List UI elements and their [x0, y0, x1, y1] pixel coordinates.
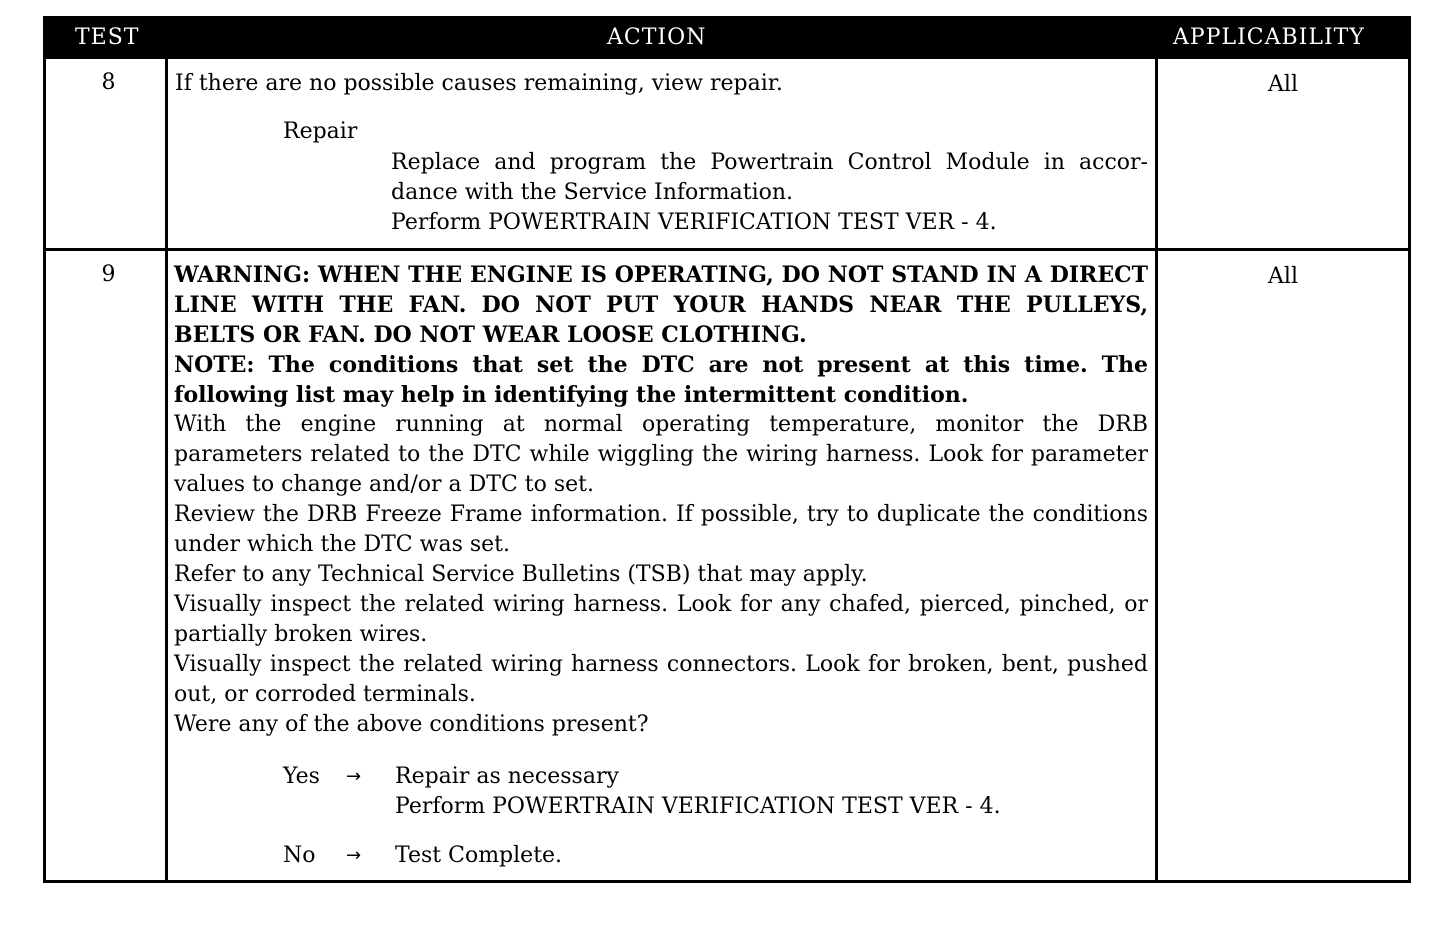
row-8-number: 8 [101, 70, 116, 95]
row-8-intro: If there are no possible causes remaining, view repair. [175, 71, 783, 96]
note-text: NOTE: The conditions that set the DTC are not present at this time. The following list may help in identifying the intermittent condition. [174, 352, 1148, 408]
diagnostic-table [43, 16, 1411, 883]
row-9-applicability: All [1268, 264, 1298, 289]
row-9-action [174, 260, 1148, 740]
table-header [46, 19, 1408, 59]
yes-arrow-icon: → [346, 766, 362, 787]
paragraph-3: Refer to any Technical Service Bulletins (TSB) that may apply. [174, 562, 868, 587]
row-8-repair-label: Repair [283, 119, 358, 144]
question-text: Were any of the above conditions present? [174, 712, 649, 737]
paragraph-4: Visually inspect the related wiring harness. Look for any chafed, pierced, pinched, or partially broken wires. [174, 592, 1148, 647]
column-divider-test [165, 59, 168, 883]
yes-line-1: Repair as necessary [395, 764, 619, 789]
yes-line-2: Perform POWERTRAIN VERIFICATION TEST VER - 4. [395, 794, 1001, 819]
repair-line-1: Replace and program the Powertrain Control Module in accor- [391, 150, 1148, 175]
no-arrow-icon: → [346, 845, 362, 866]
row-8-repair-text [391, 148, 1148, 238]
repair-line-2: dance with the Service Information. [391, 180, 794, 205]
header-action: ACTION [607, 25, 707, 50]
header-test: TEST [75, 25, 140, 50]
paragraph-5: Visually inspect the related wiring harness connectors. Look for broken, bent, pushed out, or corroded terminals. [174, 652, 1148, 707]
no-label: No [283, 843, 316, 868]
repair-line-3: Perform POWERTRAIN VERIFICATION TEST VER - 4. [391, 210, 997, 235]
row-9-number: 9 [101, 262, 116, 287]
no-outcome: Test Complete. [395, 843, 563, 868]
column-divider-action [1155, 59, 1158, 883]
warning-text: WARNING: WHEN THE ENGINE IS OPERATING, DO NOT STAND IN A DIRECT LINE WITH THE FAN. DO NOT PUT YOUR HANDS NEAR THE PULLEYS, BELTS OR FAN. DO NOT WEAR LOOSE CLOTHING. [174, 262, 1148, 348]
row-8-applicability: All [1268, 72, 1298, 97]
header-applicability: APPLICABILITY [1173, 25, 1365, 50]
paragraph-1: With the engine running at normal operating temperature, monitor the DRB parameters related to the DTC while wiggling the wiring harness. Look for parameter values to change and/or a DTC to set. [174, 412, 1148, 497]
yes-label: Yes [283, 764, 320, 789]
paragraph-2: Review the DRB Freeze Frame information. If possible, try to duplicate the conditions under which the DTC was set. [174, 502, 1148, 557]
yes-outcome [395, 762, 1001, 822]
row-divider [46, 248, 1408, 251]
